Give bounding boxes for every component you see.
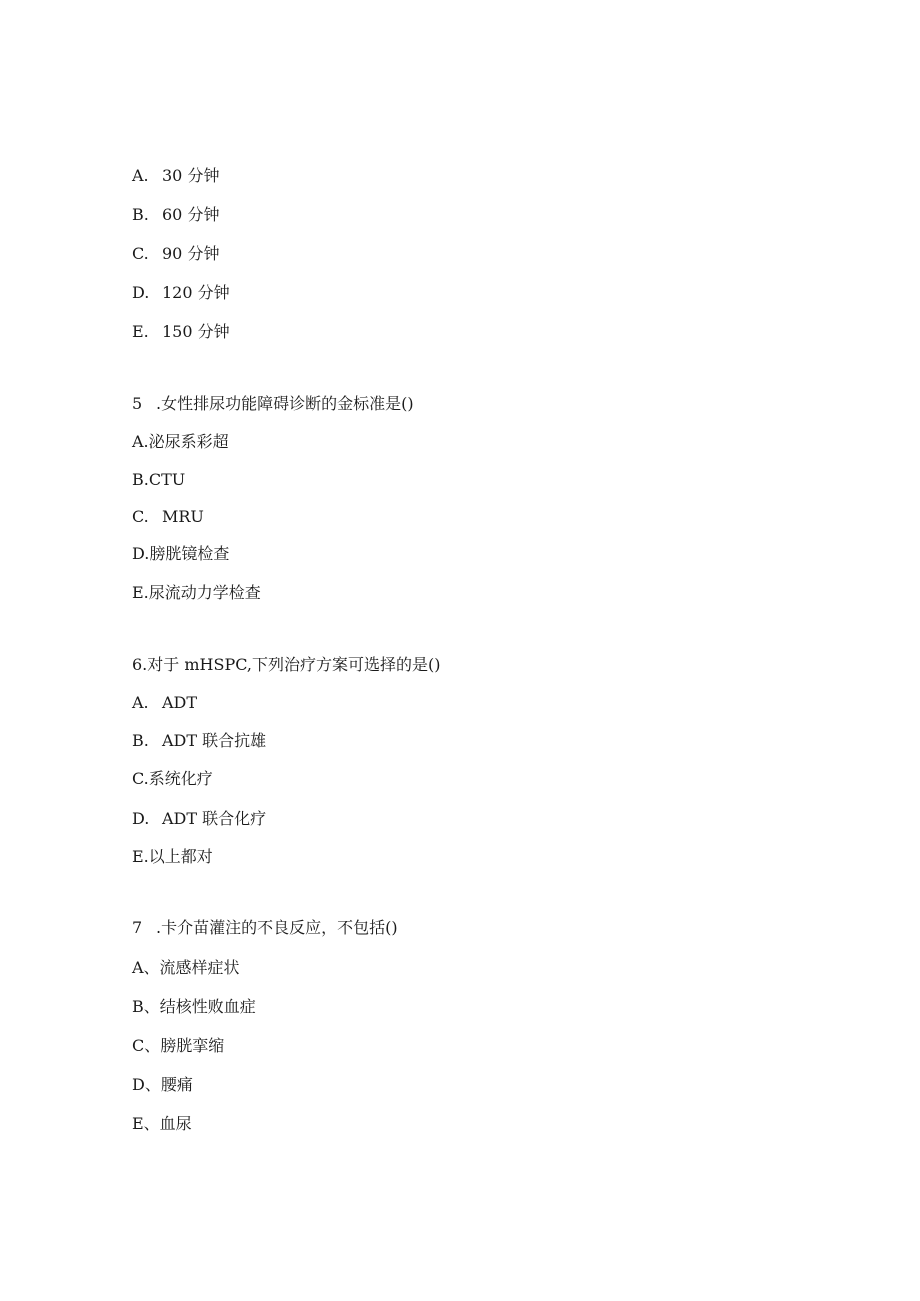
option-letter: B. bbox=[132, 731, 149, 750]
q5-option-b: B.CTU bbox=[132, 470, 186, 489]
q7-option-b: B、结核性败血症 bbox=[132, 997, 256, 1016]
option-text: MRU bbox=[162, 507, 204, 526]
q5-option-e: E.尿流动力学检查 bbox=[132, 583, 261, 602]
option-letter: C. bbox=[132, 244, 149, 263]
q7-option-a: A、流感样症状 bbox=[132, 958, 240, 977]
q5-option-c bbox=[132, 507, 204, 527]
question-text: .卡介苗灌注的不良反应，不包括() bbox=[156, 918, 398, 937]
q6-option-b bbox=[132, 731, 266, 751]
option-text: 150 分钟 bbox=[162, 322, 230, 341]
q5-option-d: D.膀胱镜检查 bbox=[132, 544, 230, 563]
q7-option-d: D、腰痛 bbox=[132, 1075, 193, 1094]
option-text: 60 分钟 bbox=[162, 205, 220, 224]
q5-option-a: A.泌尿系彩超 bbox=[132, 432, 229, 451]
q5-stem bbox=[132, 394, 414, 414]
question-number: 5 bbox=[132, 394, 143, 413]
option-text: ADT 联合抗雄 bbox=[162, 731, 267, 750]
option-text: ADT bbox=[162, 693, 198, 712]
question-number: 7 bbox=[132, 918, 143, 937]
q6-option-d bbox=[132, 809, 266, 829]
option-letter: C. bbox=[132, 507, 149, 526]
q7-option-c: C、膀胱挛缩 bbox=[132, 1036, 225, 1055]
question-text: .女性排尿功能障碍诊断的金标准是() bbox=[156, 394, 414, 413]
option-text: ADT 联合化疗 bbox=[162, 809, 267, 828]
q4-option-c bbox=[132, 244, 219, 264]
option-letter: D. bbox=[132, 809, 150, 828]
option-letter: A. bbox=[132, 166, 149, 185]
q4-option-b bbox=[132, 205, 219, 225]
option-letter: D. bbox=[132, 283, 150, 302]
q7-stem bbox=[132, 918, 398, 938]
option-letter: B. bbox=[132, 205, 149, 224]
q6-option-e: E.以上都对 bbox=[132, 847, 213, 866]
q4-option-e bbox=[132, 322, 230, 342]
q6-stem: 6.对于 mHSPC,下列治疗方案可选择的是() bbox=[132, 655, 441, 674]
q4-option-a bbox=[132, 166, 219, 186]
option-text: 30 分钟 bbox=[162, 166, 220, 185]
option-text: 90 分钟 bbox=[162, 244, 220, 263]
q6-option-a bbox=[132, 693, 197, 713]
q7-option-e: E、血尿 bbox=[132, 1114, 192, 1133]
option-letter: E. bbox=[132, 322, 149, 341]
q4-option-d bbox=[132, 283, 230, 303]
q6-option-c: C.系统化疗 bbox=[132, 769, 213, 788]
option-letter: A. bbox=[132, 693, 149, 712]
option-text: 120 分钟 bbox=[162, 283, 230, 302]
